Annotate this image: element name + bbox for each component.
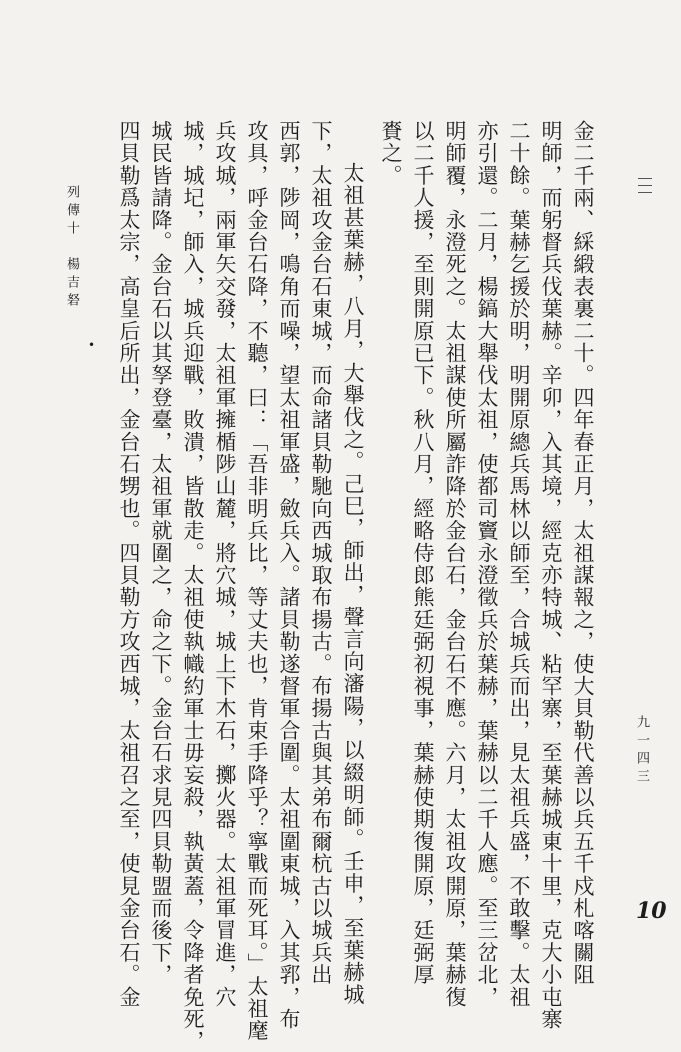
stamp-number: 10 — [636, 898, 667, 924]
text-column: 亦引還。二月，楊鎬大舉伐太祖，使都司竇永澄徵兵於葉赫，葉赫以二千人應。至三岔北， — [475, 120, 499, 1008]
text-column: 西郭，陟岡，鳴角而噪，望太祖軍盛，斂兵入。諸貝勒遂督軍合圍。太祖圍東城，入其郛，布 — [277, 120, 301, 1031]
text-column: 四貝勒爲太宗，高皇后所出，金台石甥也。四貝勒方攻西城，太祖召之至，使見金台石。金 — [117, 120, 141, 1008]
text-column: 城，城圮，師入，城兵迎戰，敗潰，皆散走。太祖使執幟約軍士毋妄殺，執黃蓋，令降者免死， — [181, 120, 205, 1052]
text-column: 下，太祖攻金台石東城，而命諸貝勒馳向西城取布揚古。布揚古與其弟布爾杭古以城兵出 — [309, 120, 333, 986]
text-column: 金二千兩、綵緞表裏二十。四年春正月，太祖謀報之，使大貝勒代善以兵五千戍札喀關阻 — [571, 120, 595, 986]
text-column: 城民皆請降。金台石以其孥登臺，太祖軍就圍之，命之下。金台石求見四貝勒盟而後下， — [149, 120, 173, 986]
text-column: 兵攻城，兩軍矢交發，太祖軍擁楯陟山麓，將穴城，城上下木石，擲火器。太祖軍冒進，穴 — [213, 120, 237, 1008]
page-number: 九一四三 — [634, 715, 649, 787]
text-column: 以二千人援，至則開原已下。秋八月，經略侍郎熊廷弼初視事，葉赫使期復開原，廷弼厚 — [411, 120, 435, 986]
text-column: 二十餘。葉赫乞援於明，明開原總兵馬林以師至，合城兵而出，見太祖兵盛，不敢擊。太祖 — [507, 120, 531, 1008]
text-column: 明師覆，永澄死之。太祖謀使所屬詐降於金台石，金台石不應。六月，太祖攻開原，葉赫復 — [443, 120, 467, 1008]
top-margin-mark — [636, 172, 654, 202]
text-column: 太祖甚葉赫，八月，大舉伐之。己巳，師出，聲言向瀋陽，以綴明師。壬申，至葉赫城 — [341, 162, 365, 1006]
text-column: 攻具，呼金台石降，不聽，曰：「吾非明兵比，等丈夫也，肯束手降乎？寧戰而死耳。」太祖麾 — [245, 120, 269, 1042]
running-header: 列傳十 楊吉砮 — [64, 185, 79, 311]
text-column: 明師，而躬督兵伐葉赫。辛卯，入其境，經克亦特城、粘罕寨，至葉赫城東十里，克大小屯寨 — [539, 120, 563, 1031]
margin-dot: • — [88, 338, 96, 352]
text-column: 賚之。 — [379, 120, 403, 187]
